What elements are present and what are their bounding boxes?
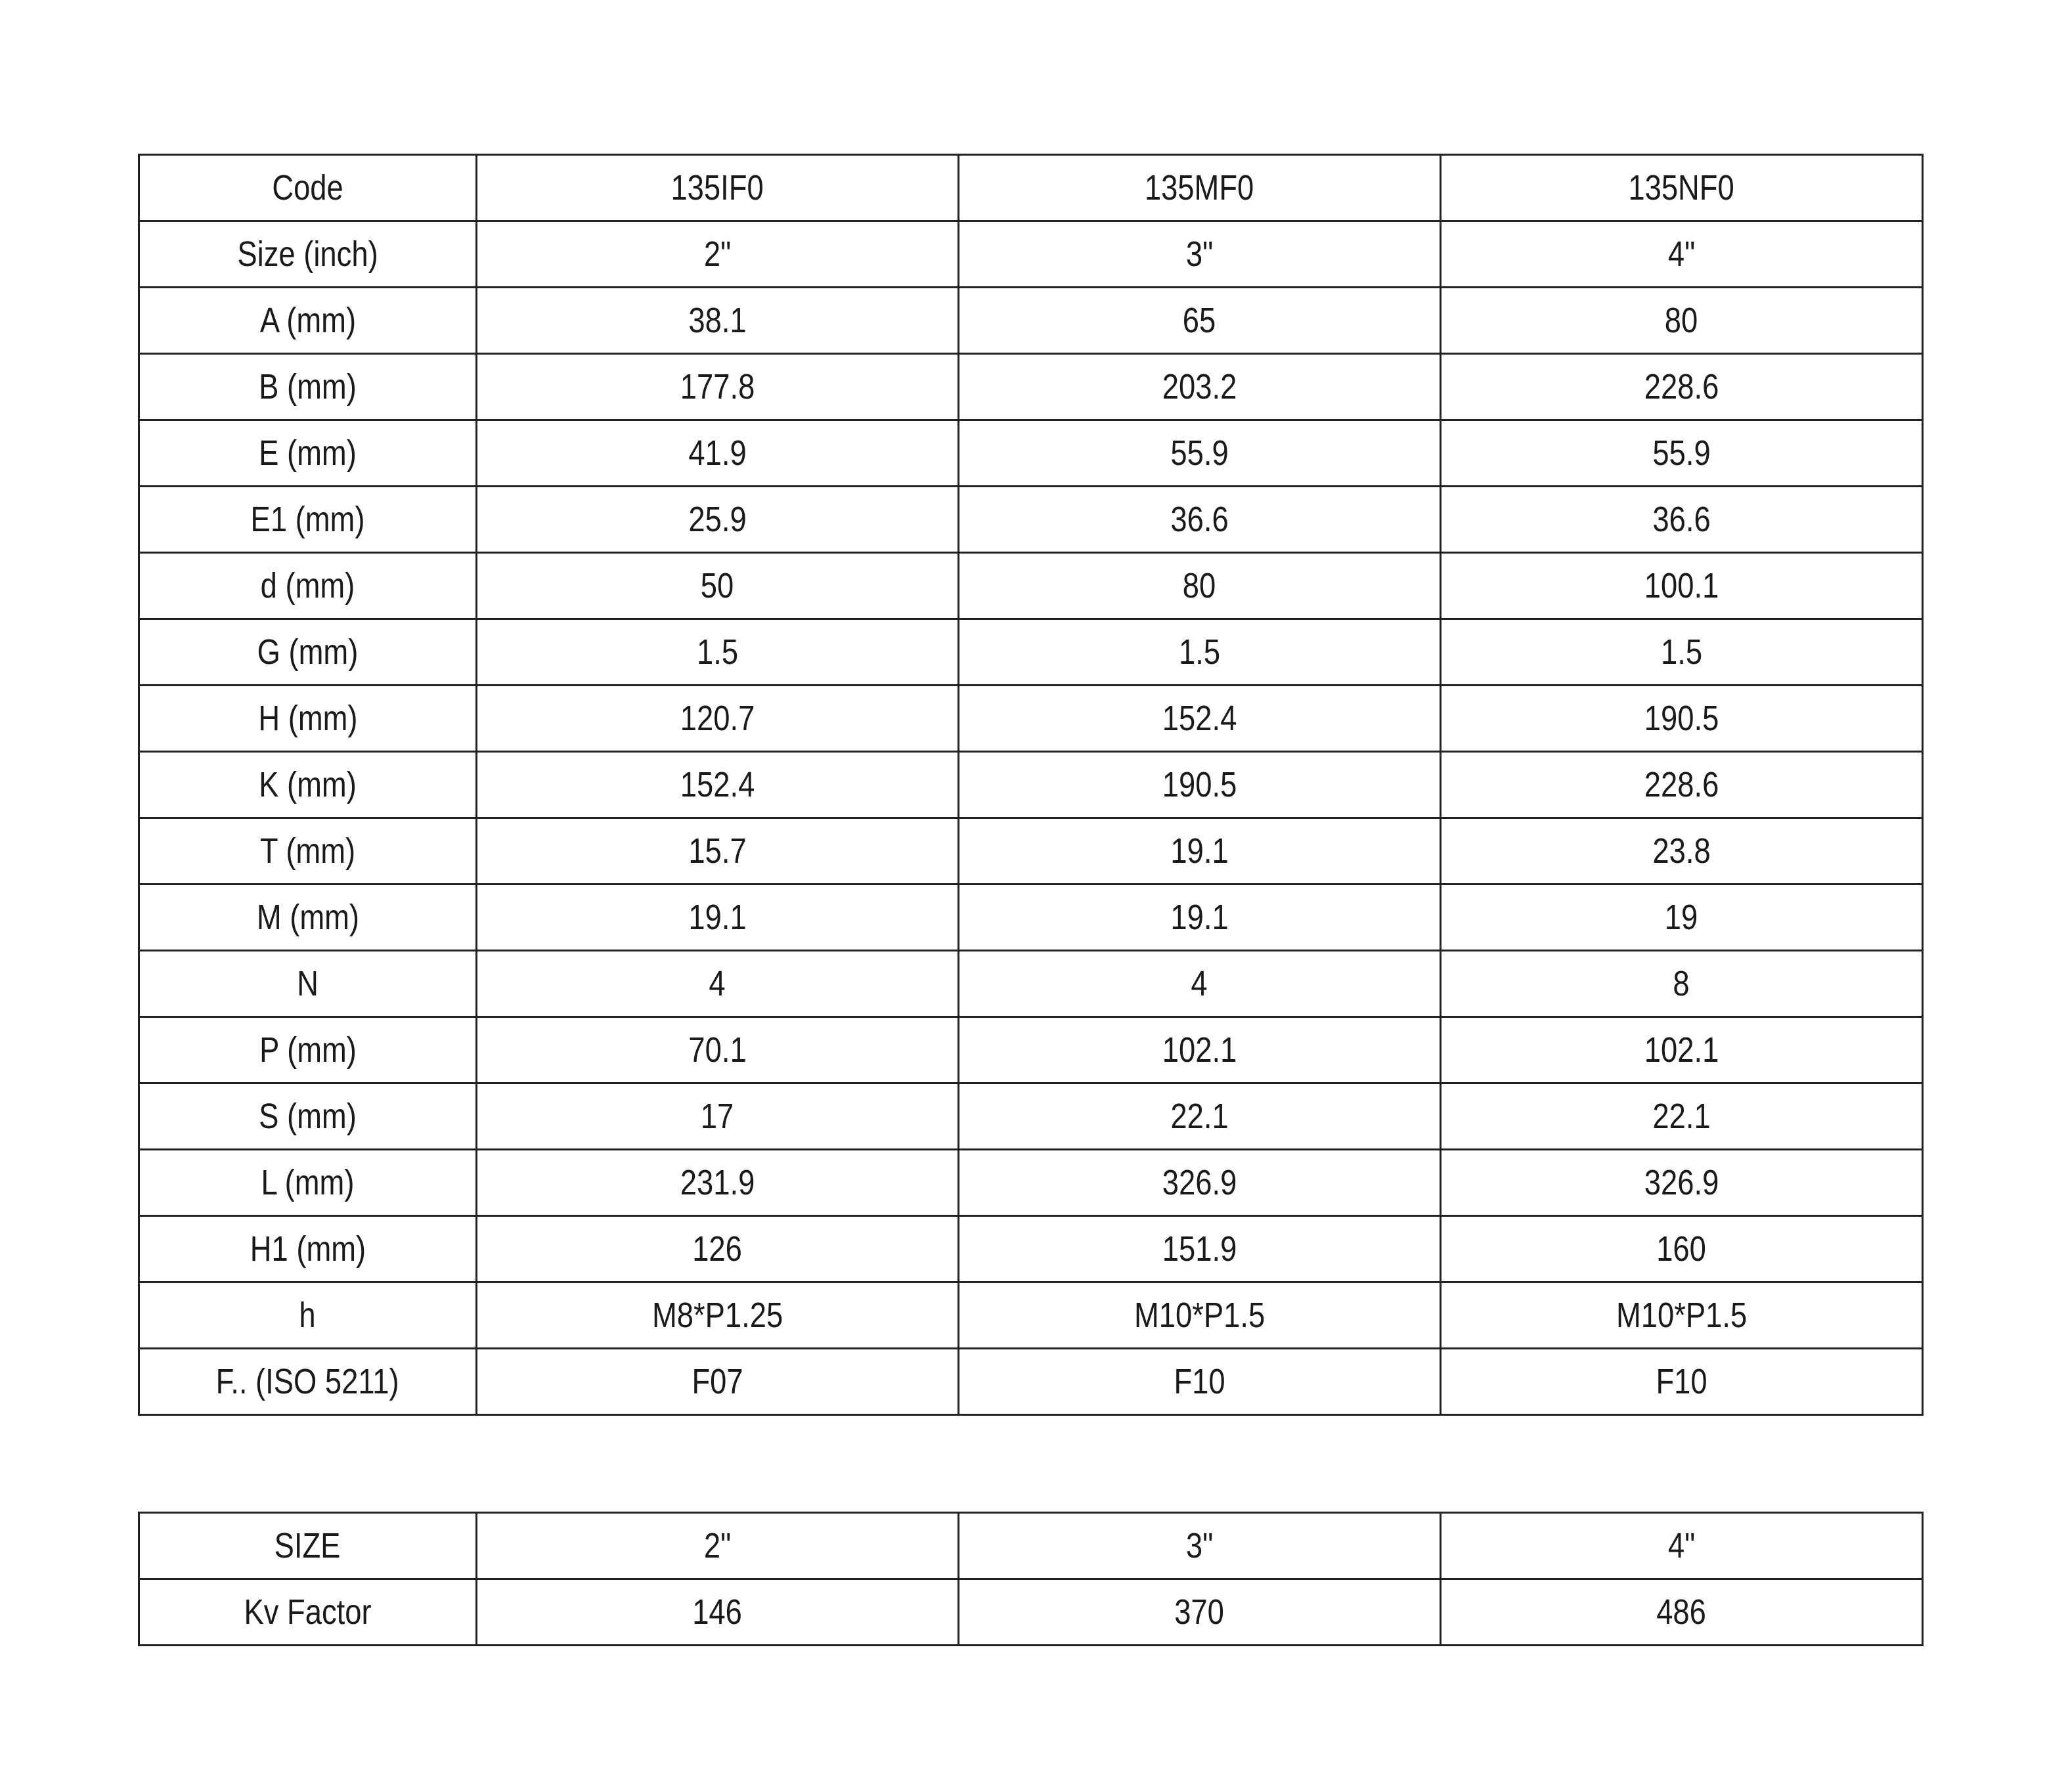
cell-value: 135IF0 bbox=[671, 168, 764, 208]
row-label: H1 (mm) bbox=[250, 1229, 366, 1269]
value-cell bbox=[1441, 619, 1923, 686]
value-cell bbox=[1441, 553, 1923, 619]
table-row bbox=[139, 752, 1923, 818]
value-cell bbox=[1441, 885, 1923, 951]
row-label-cell bbox=[139, 354, 477, 420]
row-label: S (mm) bbox=[259, 1097, 357, 1136]
cell-value: F10 bbox=[1174, 1362, 1225, 1401]
cell-value: 2" bbox=[703, 234, 732, 274]
cell-value: 486 bbox=[1656, 1592, 1707, 1632]
value-cell bbox=[1441, 487, 1923, 553]
value-cell bbox=[477, 1216, 959, 1282]
value-cell bbox=[959, 818, 1441, 885]
row-label-cell bbox=[139, 1513, 477, 1579]
cell-value: 4 bbox=[709, 964, 726, 1003]
value-cell bbox=[477, 487, 959, 553]
row-label-cell bbox=[139, 619, 477, 686]
row-label: Kv Factor bbox=[244, 1592, 372, 1632]
row-label: A (mm) bbox=[259, 301, 356, 340]
row-label: E (mm) bbox=[259, 433, 357, 473]
cell-value: 152.4 bbox=[1162, 699, 1237, 738]
value-cell bbox=[959, 288, 1441, 354]
value-cell bbox=[1441, 1349, 1923, 1415]
cell-value: 2" bbox=[703, 1526, 732, 1565]
value-cell bbox=[1441, 155, 1923, 221]
cell-value: 228.6 bbox=[1644, 367, 1719, 406]
table-row bbox=[139, 951, 1923, 1017]
value-cell bbox=[1441, 420, 1923, 487]
value-cell bbox=[1441, 1216, 1923, 1282]
row-label-cell bbox=[139, 1017, 477, 1083]
value-cell bbox=[959, 1150, 1441, 1216]
cell-value: 1.5 bbox=[696, 632, 739, 672]
value-cell bbox=[477, 951, 959, 1017]
value-cell bbox=[959, 1579, 1441, 1646]
row-label-cell bbox=[139, 1216, 477, 1282]
row-label-cell bbox=[139, 553, 477, 619]
row-label-cell bbox=[139, 288, 477, 354]
table-row bbox=[139, 288, 1923, 354]
value-cell bbox=[959, 1513, 1441, 1579]
cell-value: 126 bbox=[692, 1229, 743, 1269]
value-cell bbox=[959, 752, 1441, 818]
value-cell bbox=[1441, 1513, 1923, 1579]
cell-value: 160 bbox=[1656, 1229, 1707, 1269]
value-cell bbox=[1441, 1579, 1923, 1646]
row-label: Code bbox=[272, 168, 343, 208]
value-cell bbox=[959, 221, 1441, 288]
value-cell bbox=[1441, 1017, 1923, 1083]
row-label: B (mm) bbox=[259, 367, 357, 406]
row-label: SIZE bbox=[275, 1526, 341, 1565]
cell-value: 152.4 bbox=[680, 765, 755, 804]
cell-value: M8*P1.25 bbox=[651, 1296, 783, 1335]
value-cell bbox=[1441, 818, 1923, 885]
cell-value: 4" bbox=[1667, 234, 1696, 274]
value-cell bbox=[477, 221, 959, 288]
value-cell bbox=[959, 1349, 1441, 1415]
cell-value: 326.9 bbox=[1644, 1163, 1719, 1202]
value-cell bbox=[959, 420, 1441, 487]
value-cell bbox=[477, 1513, 959, 1579]
cell-value: 80 bbox=[1183, 566, 1216, 605]
value-cell bbox=[477, 288, 959, 354]
cell-value: 17 bbox=[701, 1097, 734, 1136]
value-cell bbox=[1441, 951, 1923, 1017]
value-cell bbox=[477, 1579, 959, 1646]
cell-value: 19.1 bbox=[688, 898, 747, 937]
table-row bbox=[139, 686, 1923, 752]
cell-value: 70.1 bbox=[688, 1030, 747, 1070]
value-cell bbox=[1441, 1083, 1923, 1150]
cell-value: 102.1 bbox=[1644, 1030, 1719, 1070]
table-row bbox=[139, 1216, 1923, 1282]
value-cell bbox=[477, 1349, 959, 1415]
cell-value: M10*P1.5 bbox=[1134, 1296, 1266, 1335]
row-label: N bbox=[297, 964, 319, 1003]
value-cell bbox=[1441, 1282, 1923, 1349]
row-label-cell bbox=[139, 1083, 477, 1150]
value-cell bbox=[477, 354, 959, 420]
row-label: G (mm) bbox=[257, 632, 359, 672]
cell-value: 50 bbox=[701, 566, 734, 605]
row-label: M (mm) bbox=[256, 898, 359, 937]
value-cell bbox=[477, 1150, 959, 1216]
row-label: E1 (mm) bbox=[250, 500, 365, 539]
value-cell bbox=[959, 155, 1441, 221]
row-label: P (mm) bbox=[259, 1030, 357, 1070]
cell-value: 190.5 bbox=[1162, 765, 1237, 804]
table-row bbox=[139, 155, 1923, 221]
value-cell bbox=[959, 885, 1441, 951]
table-row bbox=[139, 420, 1923, 487]
value-cell bbox=[477, 155, 959, 221]
cell-value: 203.2 bbox=[1162, 367, 1237, 406]
table-row bbox=[139, 1579, 1923, 1646]
value-cell bbox=[959, 487, 1441, 553]
row-label: h bbox=[299, 1296, 317, 1335]
cell-value: 102.1 bbox=[1162, 1030, 1237, 1070]
table-row bbox=[139, 1083, 1923, 1150]
kv-factor-table-body bbox=[139, 1513, 1923, 1646]
row-label-cell bbox=[139, 1349, 477, 1415]
cell-value: 135MF0 bbox=[1145, 168, 1254, 208]
value-cell bbox=[1441, 354, 1923, 420]
table-row bbox=[139, 1017, 1923, 1083]
value-cell bbox=[477, 686, 959, 752]
row-label: Size (inch) bbox=[237, 234, 378, 274]
row-label-cell bbox=[139, 885, 477, 951]
cell-value: 177.8 bbox=[680, 367, 755, 406]
value-cell bbox=[477, 553, 959, 619]
table-row bbox=[139, 487, 1923, 553]
table-row bbox=[139, 553, 1923, 619]
cell-value: F10 bbox=[1656, 1362, 1707, 1401]
table-row bbox=[139, 354, 1923, 420]
value-cell bbox=[959, 1017, 1441, 1083]
cell-value: 326.9 bbox=[1162, 1163, 1237, 1202]
cell-value: 3" bbox=[1185, 234, 1214, 274]
cell-value: 135NF0 bbox=[1628, 168, 1735, 208]
row-label-cell bbox=[139, 1282, 477, 1349]
row-label-cell bbox=[139, 1150, 477, 1216]
row-label: L (mm) bbox=[261, 1163, 355, 1202]
value-cell bbox=[477, 1017, 959, 1083]
value-cell bbox=[477, 752, 959, 818]
value-cell bbox=[959, 354, 1441, 420]
value-cell bbox=[477, 818, 959, 885]
kv-factor-table bbox=[138, 1512, 1924, 1646]
row-label: d (mm) bbox=[260, 566, 355, 605]
value-cell bbox=[959, 1083, 1441, 1150]
row-label: K (mm) bbox=[259, 765, 357, 804]
dimensions-table-body bbox=[139, 155, 1923, 1415]
row-label: H (mm) bbox=[257, 699, 358, 738]
row-label-cell bbox=[139, 752, 477, 818]
cell-value: 23.8 bbox=[1652, 831, 1711, 871]
cell-value: 22.1 bbox=[1652, 1097, 1711, 1136]
table-row bbox=[139, 619, 1923, 686]
cell-value: 19.1 bbox=[1170, 831, 1229, 871]
cell-value: 1.5 bbox=[1178, 632, 1221, 672]
cell-value: 41.9 bbox=[688, 433, 747, 473]
value-cell bbox=[477, 420, 959, 487]
cell-value: 80 bbox=[1665, 301, 1698, 340]
value-cell bbox=[1441, 752, 1923, 818]
row-label-cell bbox=[139, 487, 477, 553]
cell-value: 36.6 bbox=[1652, 500, 1711, 539]
row-label-cell bbox=[139, 686, 477, 752]
cell-value: 65 bbox=[1183, 301, 1216, 340]
value-cell bbox=[959, 951, 1441, 1017]
cell-value: 146 bbox=[692, 1592, 743, 1632]
row-label-cell bbox=[139, 420, 477, 487]
cell-value: F07 bbox=[692, 1362, 743, 1401]
value-cell bbox=[1441, 686, 1923, 752]
cell-value: 36.6 bbox=[1170, 500, 1229, 539]
cell-value: 19.1 bbox=[1170, 898, 1229, 937]
row-label-cell bbox=[139, 951, 477, 1017]
table-row bbox=[139, 1349, 1923, 1415]
cell-value: 4" bbox=[1667, 1526, 1696, 1565]
table-row bbox=[139, 1513, 1923, 1579]
cell-value: 151.9 bbox=[1162, 1229, 1237, 1269]
value-cell bbox=[477, 619, 959, 686]
cell-value: 38.1 bbox=[688, 301, 747, 340]
cell-value: 3" bbox=[1185, 1526, 1214, 1565]
cell-value: M10*P1.5 bbox=[1616, 1296, 1748, 1335]
value-cell bbox=[959, 619, 1441, 686]
value-cell bbox=[477, 885, 959, 951]
table-row bbox=[139, 221, 1923, 288]
cell-value: 55.9 bbox=[1170, 433, 1229, 473]
row-label: T (mm) bbox=[259, 831, 356, 871]
cell-value: 120.7 bbox=[680, 699, 755, 738]
cell-value: 100.1 bbox=[1644, 566, 1719, 605]
cell-value: 231.9 bbox=[680, 1163, 755, 1202]
value-cell bbox=[959, 1216, 1441, 1282]
cell-value: 228.6 bbox=[1644, 765, 1719, 804]
cell-value: 8 bbox=[1673, 964, 1690, 1003]
cell-value: 55.9 bbox=[1652, 433, 1711, 473]
value-cell bbox=[477, 1282, 959, 1349]
value-cell bbox=[1441, 1150, 1923, 1216]
cell-value: 15.7 bbox=[688, 831, 747, 871]
dimensions-table bbox=[138, 154, 1924, 1416]
table-row bbox=[139, 1282, 1923, 1349]
row-label-cell bbox=[139, 221, 477, 288]
row-label-cell bbox=[139, 1579, 477, 1646]
cell-value: 25.9 bbox=[688, 500, 747, 539]
cell-value: 190.5 bbox=[1644, 699, 1719, 738]
value-cell bbox=[959, 553, 1441, 619]
cell-value: 19 bbox=[1665, 898, 1698, 937]
table-row bbox=[139, 885, 1923, 951]
row-label: F.. (ISO 5211) bbox=[216, 1362, 399, 1401]
value-cell bbox=[477, 1083, 959, 1150]
cell-value: 1.5 bbox=[1660, 632, 1703, 672]
row-label-cell bbox=[139, 818, 477, 885]
cell-value: 370 bbox=[1174, 1592, 1225, 1632]
row-label-cell bbox=[139, 155, 477, 221]
value-cell bbox=[959, 686, 1441, 752]
value-cell bbox=[1441, 288, 1923, 354]
table-row bbox=[139, 1150, 1923, 1216]
value-cell bbox=[1441, 221, 1923, 288]
table-row bbox=[139, 818, 1923, 885]
value-cell bbox=[959, 1282, 1441, 1349]
cell-value: 4 bbox=[1191, 964, 1208, 1003]
cell-value: 22.1 bbox=[1170, 1097, 1229, 1136]
